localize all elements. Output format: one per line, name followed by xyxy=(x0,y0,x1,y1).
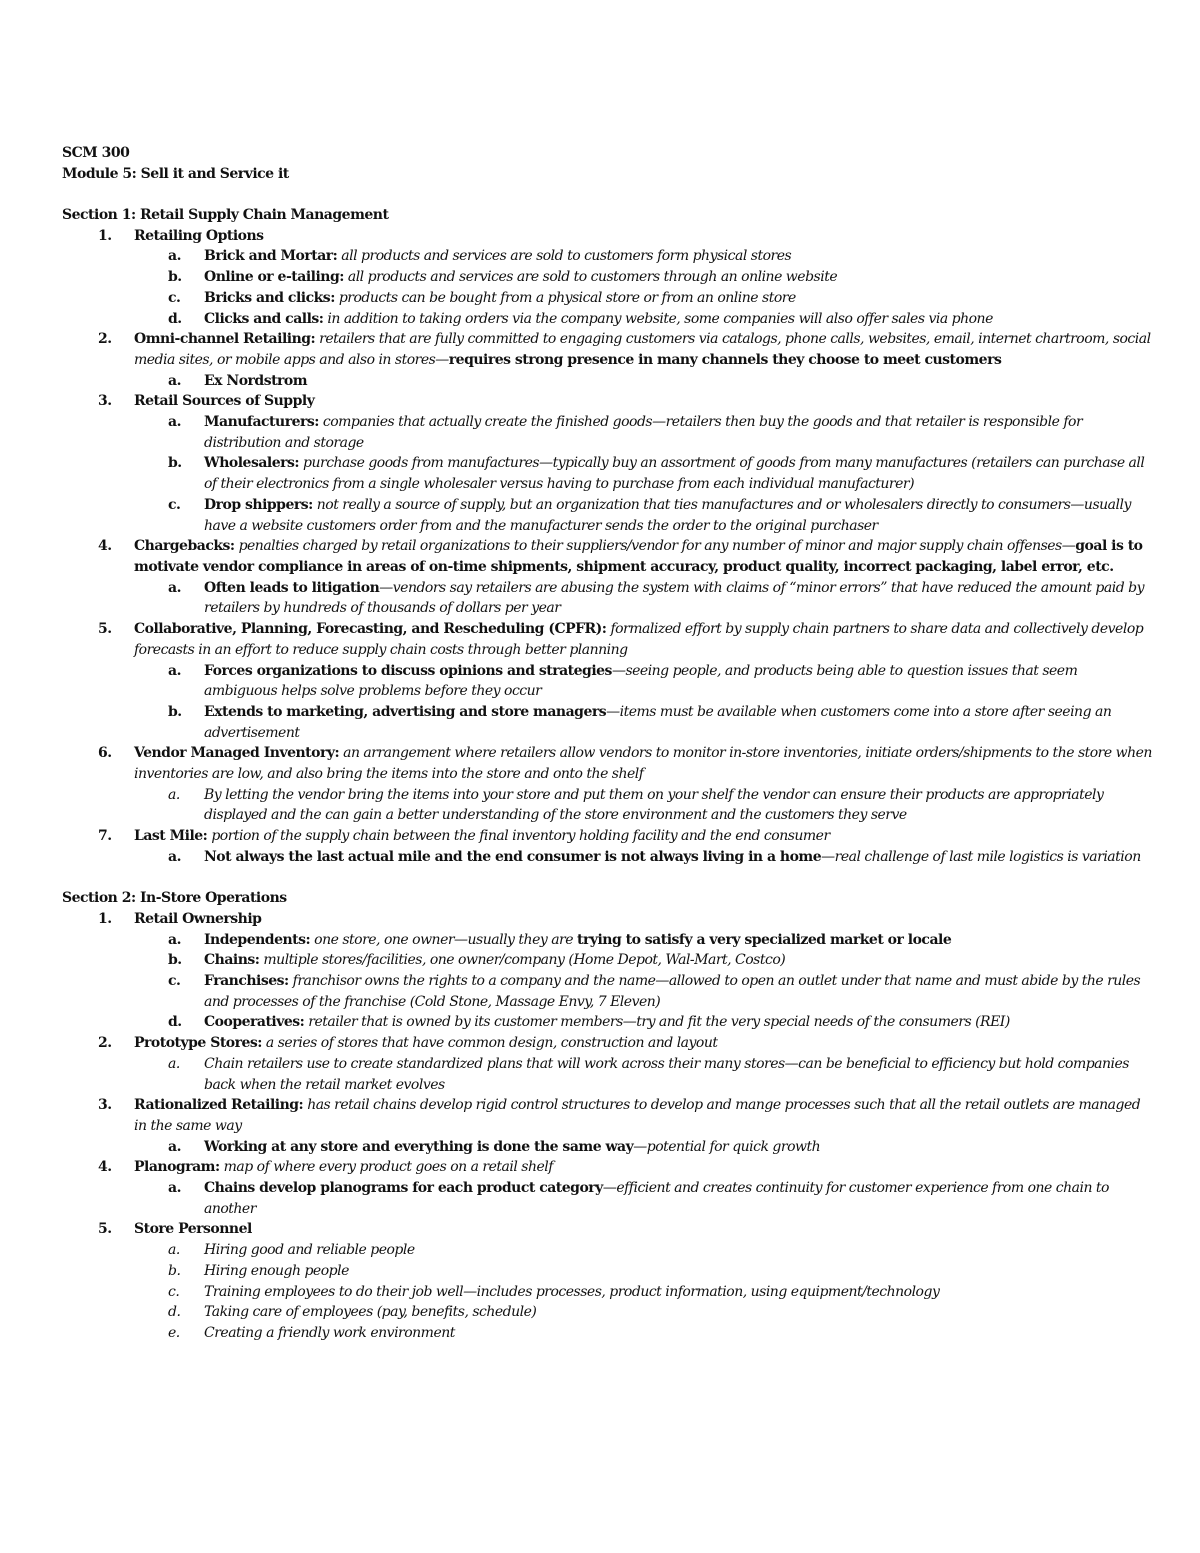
item-text xyxy=(204,453,1152,494)
item-description: Chain retailers use to create standardized plans that will work across their many stores—can be beneficial to efficiency but hold companies back when the retail market evolves xyxy=(204,1055,1129,1093)
item-term: Ex Nordstrom xyxy=(204,372,308,389)
item-term: Retailing Options xyxy=(134,227,264,244)
item-text xyxy=(134,1095,1152,1136)
item-description: an arrangement where retailers allow vendors to monitor in-store inventories, initiate orders/shipments to the store when inventories are low, and also bring the items into the store and onto the shelf xyxy=(134,745,1152,783)
item-description: Training employees to do their job well—includes processes, product information, using equipment/technology xyxy=(204,1283,940,1300)
sub-list-item xyxy=(62,1240,1152,1261)
sub-list-item xyxy=(62,1054,1152,1095)
sub-list-item xyxy=(62,1323,1152,1344)
item-description: retailers that are fully committed to engaging customers via catalogs, phone calls, websites, email, internet chartroom, social media sites, or mobile apps and also in stores— xyxy=(134,331,1151,368)
item-number: 4. xyxy=(98,1159,112,1176)
sub-item-letter: b. xyxy=(168,269,182,286)
item-text xyxy=(134,1157,1152,1178)
item-description: franchisor owns the rights to a company and the name—allowed to open an outlet under that name and must abide by the rules and processes of the franchise (Cold Stone, Massage Envy, 7 Eleven) xyxy=(204,973,1141,1010)
item-description: Taking care of employees (pay, benefits, schedule) xyxy=(204,1304,537,1321)
item-description: —items must be available when customers come into a store after seeing an advertisement xyxy=(204,703,1112,741)
item-term: Store Personnel xyxy=(134,1221,252,1238)
item-description: a series of stores that have common design, construction and layout xyxy=(265,1035,718,1052)
item-text xyxy=(204,1054,1152,1095)
item-text xyxy=(204,702,1152,743)
list-item xyxy=(62,1219,1152,1240)
course-title: SCM 300 xyxy=(62,145,130,161)
item-text xyxy=(204,1012,1152,1033)
item-number: 1. xyxy=(98,910,112,927)
section-heading: Section 2: In-Store Operations xyxy=(62,890,287,907)
item-text xyxy=(204,1282,1152,1303)
item-text xyxy=(134,1219,1152,1240)
item-text xyxy=(204,246,1152,267)
item-description: all products and services are sold to customers through an online website xyxy=(347,269,838,286)
sub-item-letter: d. xyxy=(168,1014,182,1031)
item-term: Omni-channel Retailing: xyxy=(134,331,316,348)
sub-item-letter: a. xyxy=(168,662,181,679)
item-number: 3. xyxy=(98,1097,112,1114)
list-item xyxy=(62,619,1152,660)
item-term: Bricks and clicks: xyxy=(204,289,335,306)
sub-list-item xyxy=(62,847,1152,868)
sub-list-item xyxy=(62,930,1152,951)
item-description: —real challenge of last mile logistics is variation xyxy=(821,848,1141,865)
item-number: 3. xyxy=(98,393,112,410)
item-emphasis: requires strong presence in many channels they choose to meet customers xyxy=(448,351,1002,368)
item-text xyxy=(134,826,1152,847)
item-description: By letting the vendor bring the items into your store and put them on your shelf the vendor can ensure their products are appropriately displayed and the can gain a better understanding of the store environment and the customers they serve xyxy=(204,786,1104,824)
item-text xyxy=(204,309,1152,330)
item-description: all products and services are sold to customers form physical stores xyxy=(341,248,792,265)
item-text xyxy=(204,371,1152,392)
item-description: map of where every product goes on a retail shelf xyxy=(223,1159,553,1176)
section-heading: Section 1: Retail Supply Chain Management xyxy=(62,207,389,224)
item-text xyxy=(204,950,1152,971)
sub-item-letter: b. xyxy=(168,703,182,720)
item-term: Last Mile: xyxy=(134,828,208,845)
item-emphasis: goal is to motivate vendor compliance in areas of on-time shipments, shipment accuracy, product quality, incorrect packaging, label error, etc. xyxy=(134,538,1143,575)
sub-list-item xyxy=(62,1012,1152,1033)
sub-list-item xyxy=(62,661,1152,702)
sections-container xyxy=(62,205,1152,1344)
item-term: Retail Ownership xyxy=(134,910,262,927)
item-term: Chains develop planograms for each product category xyxy=(204,1180,603,1197)
sub-list-item xyxy=(62,288,1152,309)
item-text xyxy=(204,1302,1152,1323)
list-item xyxy=(62,743,1152,784)
item-text xyxy=(204,1323,1152,1344)
sub-item-letter: c. xyxy=(168,496,181,513)
item-text xyxy=(134,1033,1152,1054)
item-text xyxy=(204,288,1152,309)
item-number: 4. xyxy=(98,538,112,555)
sub-list-item xyxy=(62,702,1152,743)
item-description: has retail chains develop rigid control structures to develop and mange processes such that all the retail outlets are managed in the same way xyxy=(134,1097,1141,1134)
item-number: 1. xyxy=(98,227,112,244)
item-term: Extends to marketing, advertising and store managers xyxy=(204,703,607,720)
item-term: Independents: xyxy=(204,931,311,948)
sub-item-letter: e. xyxy=(168,1324,180,1341)
item-description: purchase goods from manufactures—typically buy an assortment of goods from many manufactures (retailers can purchase all of their electronics from a single wholesaler versus having to purchase from each individual manufacturer) xyxy=(204,455,1145,493)
spacer xyxy=(62,184,1152,205)
sub-list-item xyxy=(62,1302,1152,1323)
item-description: —seeing people, and products being able to question issues that seem ambiguous helps solve problems before they occur xyxy=(204,662,1078,700)
sub-list-item xyxy=(62,1261,1152,1282)
item-text xyxy=(134,619,1152,660)
item-text xyxy=(204,785,1152,826)
list-item xyxy=(62,1157,1152,1178)
item-text xyxy=(204,661,1152,702)
item-description: portion of the supply chain between the final inventory holding facility and the end consumer xyxy=(211,828,830,845)
sub-list-item xyxy=(62,246,1152,267)
item-number: 2. xyxy=(98,1035,112,1052)
item-term: Vendor Managed Inventory: xyxy=(134,745,340,762)
item-term: Often leads to litigation xyxy=(204,579,380,596)
item-text xyxy=(134,391,1152,412)
sub-item-letter: c. xyxy=(168,289,181,306)
list-item xyxy=(62,1095,1152,1136)
item-description: Hiring enough people xyxy=(204,1262,349,1279)
item-text xyxy=(204,930,1152,951)
item-description: —vendors say retailers are abusing the system with claims of “minor errors” that have reduced the amount paid by retailers by hundreds of thousands of dollars per year xyxy=(204,579,1144,617)
item-text xyxy=(134,536,1152,577)
item-description: multiple stores/facilities, one owner/company (Home Depot, Wal-Mart, Costco) xyxy=(263,952,786,969)
item-text xyxy=(204,1240,1152,1261)
item-description: one store, one owner—usually they are xyxy=(314,931,574,948)
item-term: Prototype Stores: xyxy=(134,1035,262,1052)
item-number: 7. xyxy=(98,828,112,845)
list-item xyxy=(62,329,1152,370)
sub-item-letter: a. xyxy=(168,1055,180,1072)
item-text xyxy=(204,267,1152,288)
sub-item-letter: a. xyxy=(168,786,180,803)
item-description: Hiring good and reliable people xyxy=(204,1242,415,1259)
list-item xyxy=(62,536,1152,577)
item-text xyxy=(134,226,1152,247)
item-term: Brick and Mortar: xyxy=(204,248,338,265)
item-term: Rationalized Retailing: xyxy=(134,1097,304,1114)
item-text xyxy=(204,1137,1152,1158)
list-item xyxy=(62,391,1152,412)
sub-item-letter: a. xyxy=(168,248,181,265)
item-text xyxy=(204,1261,1152,1282)
sub-item-letter: d. xyxy=(168,310,182,327)
item-description: not really a source of supply, but an organization that ties manufactures and or wholesalers directly to consumers—usually have a website customers order from and the manufacturer sends the order to the original purchaser xyxy=(204,496,1131,534)
item-term: Retail Sources of Supply xyxy=(134,393,315,410)
item-term: Chains: xyxy=(204,952,260,969)
item-number: 5. xyxy=(98,621,112,638)
item-description: in addition to taking orders via the company website, some companies will also offer sales via phone xyxy=(327,310,993,327)
item-number: 2. xyxy=(98,331,112,348)
item-description: penalties charged by retail organizations to their suppliers/vendor for any number of minor and major supply chain offenses— xyxy=(238,538,1076,555)
sub-list-item xyxy=(62,1282,1152,1303)
item-term: Cooperatives: xyxy=(204,1014,305,1031)
sub-item-letter: d. xyxy=(168,1304,181,1321)
item-term: Drop shippers: xyxy=(204,496,313,513)
sub-item-letter: a. xyxy=(168,931,181,948)
item-term: Clicks and calls: xyxy=(204,310,324,327)
sub-list-item xyxy=(62,785,1152,826)
sub-item-letter: a. xyxy=(168,1138,181,1155)
item-text xyxy=(204,495,1152,536)
item-term: Chargebacks: xyxy=(134,538,235,555)
sub-item-letter: c. xyxy=(168,973,181,990)
document-body xyxy=(62,143,1152,1344)
sub-item-letter: a. xyxy=(168,1180,181,1197)
sub-item-letter: a. xyxy=(168,414,181,431)
item-term: Not always the last actual mile and the end consumer is not always living in a home xyxy=(204,848,822,865)
item-text xyxy=(134,743,1152,784)
sub-list-item xyxy=(62,950,1152,971)
sub-list-item xyxy=(62,971,1152,1012)
item-description: formalized effort by supply chain partners to share data and collectively develop forecasts in an effort to reduce supply chain costs through better planning xyxy=(134,621,1144,658)
sub-item-letter: a. xyxy=(168,1242,180,1259)
list-item xyxy=(62,226,1152,247)
item-description: —potential for quick growth xyxy=(633,1138,821,1155)
sub-item-letter: a. xyxy=(168,372,181,389)
item-term: Forces organizations to discuss opinions and strategies xyxy=(204,662,612,679)
item-term: Collaborative, Planning, Forecasting, and Rescheduling (CPFR): xyxy=(134,621,607,638)
list-item xyxy=(62,1033,1152,1054)
sub-list-item xyxy=(62,412,1152,453)
sub-item-letter: b. xyxy=(168,1262,181,1279)
item-description: companies that actually create the finished goods—retailers then buy the goods and that retailer is responsible for distribution and storage xyxy=(204,414,1083,451)
section-spacer xyxy=(62,868,1152,889)
sub-list-item xyxy=(62,1137,1152,1158)
item-term: Online or e-tailing: xyxy=(204,269,344,286)
item-number: 5. xyxy=(98,1221,112,1238)
item-description: Creating a friendly work environment xyxy=(204,1324,455,1341)
item-text xyxy=(204,578,1152,619)
item-text xyxy=(204,971,1152,1012)
sub-list-item xyxy=(62,495,1152,536)
sub-item-letter: a. xyxy=(168,848,181,865)
sub-list-item xyxy=(62,371,1152,392)
sub-item-letter: a. xyxy=(168,579,181,596)
item-text xyxy=(134,329,1152,370)
sub-item-letter: c. xyxy=(168,1283,180,1300)
sub-item-letter: b. xyxy=(168,952,182,969)
item-text xyxy=(204,847,1152,868)
item-text xyxy=(134,909,1152,930)
list-item xyxy=(62,826,1152,847)
sub-list-item xyxy=(62,578,1152,619)
sub-list-item xyxy=(62,309,1152,330)
sub-item-letter: b. xyxy=(168,455,182,472)
item-term: Franchises: xyxy=(204,973,289,990)
sub-list-item xyxy=(62,1178,1152,1219)
item-number: 6. xyxy=(98,745,112,762)
item-term: Working at any store and everything is done the same way xyxy=(204,1138,634,1155)
list-item xyxy=(62,909,1152,930)
sub-list-item xyxy=(62,267,1152,288)
item-term: Manufacturers: xyxy=(204,414,319,431)
item-text xyxy=(204,1178,1152,1219)
item-term: Wholesalers: xyxy=(204,455,300,472)
item-emphasis: trying to satisfy a very specialized market or locale xyxy=(576,931,952,948)
item-text xyxy=(204,412,1152,453)
item-description: retailer that is owned by its customer members—try and fit the very special needs of the consumers (REI) xyxy=(308,1014,1010,1031)
sub-list-item xyxy=(62,453,1152,494)
item-description: products can be bought from a physical store or from an online store xyxy=(338,289,796,306)
item-term: Planogram: xyxy=(134,1159,220,1176)
module-title: Module 5: Sell it and Service it xyxy=(62,165,289,182)
item-description: —efficient and creates continuity for customer experience from one chain to another xyxy=(204,1180,1109,1217)
